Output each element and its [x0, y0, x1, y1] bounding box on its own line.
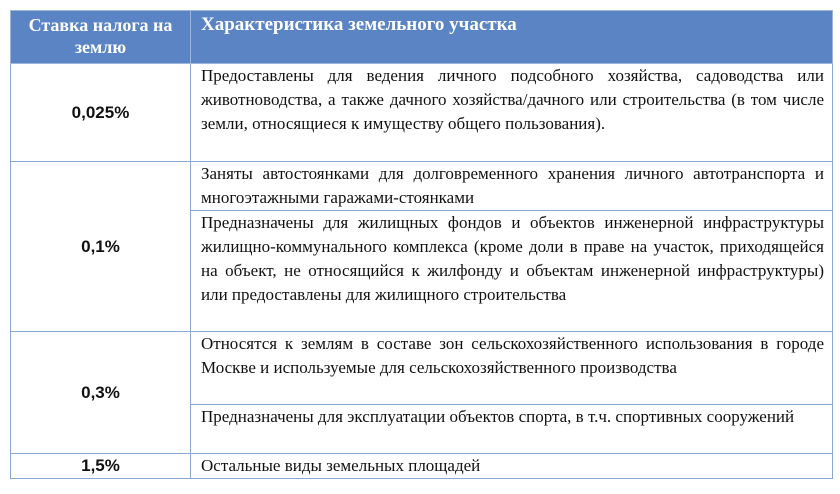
- description-cell: Остальные виды земельных площадей: [191, 454, 833, 479]
- rate-cell: 0,025%: [11, 64, 191, 162]
- table-header-row: [11, 11, 833, 64]
- table-row: [11, 162, 833, 211]
- description-cell: Предоставлены для ведения личного подсобного хозяйства, садоводства или животноводства, а также дачного хозяйства/дачного или строительства (в том числе земли, относящиеся к имуществу общего пользования).: [191, 64, 833, 162]
- rate-cell: 1,5%: [11, 454, 191, 479]
- description-cell: Относятся к землям в составе зон сельскохозяйственного использования в городе Москве и используемые для сельскохозяйственного производства: [191, 332, 833, 405]
- description-cell: Предназначены для жилищных фондов и объектов инженерной инфраструктуры жилищно-коммунального комплекса (кроме доли в праве на участок, приходящейся на объект, не относящийся к жилфонду и объектам инженерной инфраструктуры) или предоставлены для жилищного строительства: [191, 211, 833, 332]
- rate-cell: 0,1%: [11, 162, 191, 332]
- rate-column-header: Ставка налога на землю: [11, 11, 191, 64]
- table-row: [11, 454, 833, 479]
- description-cell: Предназначены для эксплуатации объектов спорта, в т.ч. спортивных сооружений: [191, 405, 833, 454]
- description-column-header: Характеристика земельного участка: [191, 11, 833, 64]
- table-row: [11, 64, 833, 162]
- rate-cell: 0,3%: [11, 332, 191, 454]
- description-cell: Заняты автостоянками для долговременного хранения личного автотранспорта и многоэтажными гаражами-стоянками: [191, 162, 833, 211]
- table-row: [11, 332, 833, 405]
- land-tax-table: [10, 10, 833, 479]
